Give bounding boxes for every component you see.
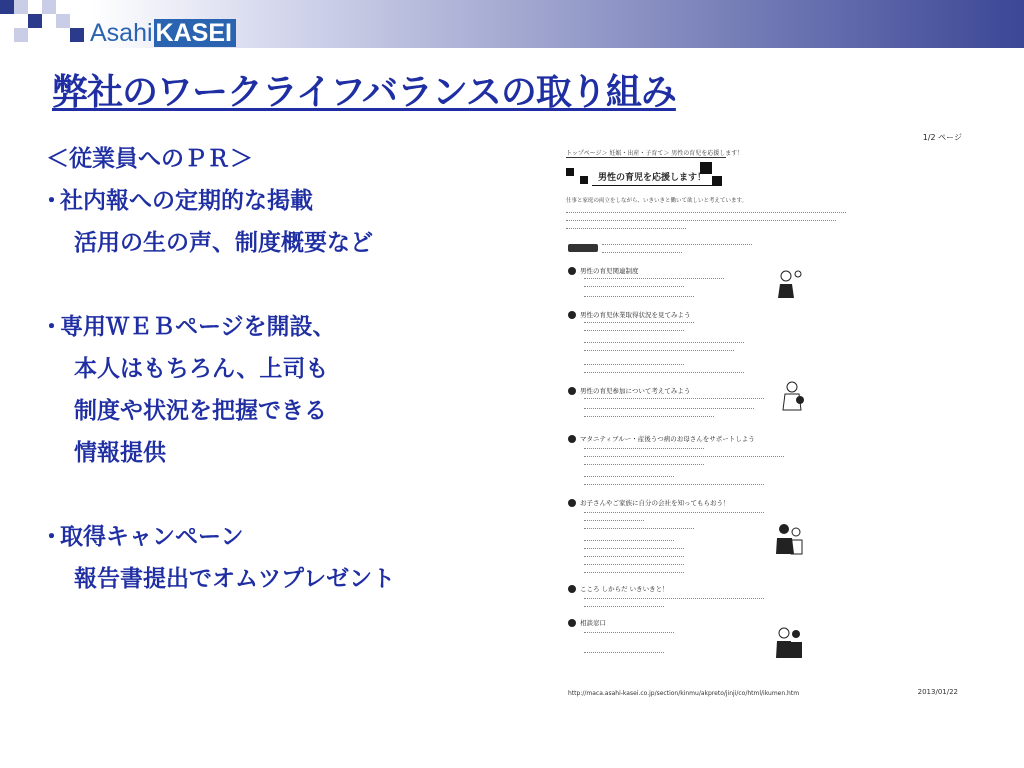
web-page-screenshot bbox=[562, 132, 964, 702]
body-text-line bbox=[584, 572, 684, 579]
section-title: こころ しからだ いきいきと！ bbox=[580, 585, 669, 593]
body-text-line bbox=[584, 598, 764, 605]
body-text-line bbox=[566, 228, 686, 235]
decor-square bbox=[14, 28, 28, 42]
spacer bbox=[40, 474, 500, 516]
body-text-line bbox=[584, 540, 674, 547]
bullet-subline: 情報提供 bbox=[74, 440, 166, 466]
doc-section bbox=[568, 498, 730, 507]
section-title: マタニティブルー・産後うつ病のお母さんをサポートしよう bbox=[580, 435, 755, 443]
bullet-subline: 報告書提出でオムツプレゼント bbox=[74, 566, 396, 592]
body-text-line bbox=[584, 606, 664, 613]
company-logo bbox=[90, 18, 236, 48]
section-title: 男性の育児関連制度 bbox=[580, 267, 639, 275]
body-text-line bbox=[584, 296, 694, 303]
body-text-line bbox=[584, 372, 744, 379]
body-text-line bbox=[602, 252, 682, 259]
father-child-illustration bbox=[778, 380, 808, 414]
body-text-line bbox=[566, 212, 846, 219]
decor-square bbox=[56, 14, 70, 28]
section-icon bbox=[568, 311, 576, 319]
body-text-line bbox=[584, 548, 684, 555]
logo-kasei-text: KASEI bbox=[154, 19, 236, 47]
bullet-dot: ・ bbox=[40, 188, 63, 214]
section-icon bbox=[568, 585, 576, 593]
body-text-line bbox=[584, 464, 704, 471]
body-text-line bbox=[584, 330, 684, 337]
logo-badge bbox=[568, 244, 598, 252]
body-text-line bbox=[584, 286, 684, 293]
body-text-line bbox=[584, 456, 784, 463]
body-text-line bbox=[584, 416, 714, 423]
bullet-item bbox=[40, 306, 500, 348]
bullet-text: 社内報への定期的な掲載 bbox=[60, 188, 313, 214]
section-icon bbox=[568, 435, 576, 443]
body-text-line bbox=[584, 364, 684, 371]
body-text-line bbox=[584, 632, 674, 639]
divider bbox=[566, 157, 726, 158]
section-title: 男性の育児休業取得状況を見てみよう bbox=[580, 311, 691, 319]
section-title: 相談窓口 bbox=[580, 619, 606, 627]
intro-text: 仕事と家庭の両立をしながら、いきいきと働いて欲しいと考えています。 bbox=[566, 198, 748, 204]
banner-square bbox=[712, 176, 722, 186]
decor-square bbox=[56, 0, 70, 14]
section-title: お子さんやご家族に自分の会社を知ってもらおう！ bbox=[580, 499, 730, 507]
decor-square bbox=[70, 28, 84, 42]
banner bbox=[566, 162, 722, 192]
body-text-line bbox=[566, 220, 836, 227]
bullet-subline: 本人はもちろん、上司も bbox=[74, 356, 329, 382]
breadcrumb: トップページ＞ 妊娠・出産・子育て＞ 男性の育児を応援します！ bbox=[566, 150, 744, 157]
spacer bbox=[40, 264, 500, 306]
body-text-line bbox=[584, 556, 684, 563]
body-text-line bbox=[602, 244, 752, 251]
doc-section bbox=[568, 584, 669, 593]
bullet-text: 専用ＷＥＢページを開設、 bbox=[60, 314, 336, 340]
body-text-line bbox=[584, 350, 734, 357]
bullet-dot: ・ bbox=[40, 314, 63, 340]
body-text-line bbox=[584, 278, 724, 285]
source-url: http://maca.asahi-kasei.co.jp/section/kinmu/akpreto/jinji/co/html/ikumen.htm bbox=[568, 690, 800, 697]
father-child-illustration bbox=[774, 268, 804, 302]
section-title: 男性の育児参加について考えてみよう bbox=[580, 387, 691, 395]
body-text-line bbox=[584, 476, 674, 483]
decor-square bbox=[14, 0, 28, 14]
banner-square bbox=[566, 168, 574, 176]
decor-square bbox=[42, 0, 56, 14]
banner-title: 男性の育児を応援します！ bbox=[592, 168, 712, 186]
body-text-line bbox=[584, 564, 684, 571]
bullet-item bbox=[40, 516, 500, 558]
print-date: 2013/01/22 bbox=[917, 688, 958, 696]
bullet-subline: 活用の生の声、制度概要など bbox=[74, 230, 373, 256]
section-icon bbox=[568, 619, 576, 627]
family-illustration bbox=[774, 626, 804, 660]
section-icon bbox=[568, 387, 576, 395]
page-title: 弊社のワークライフバランスの取り組み bbox=[52, 72, 676, 113]
section-icon bbox=[568, 499, 576, 507]
banner-square bbox=[580, 176, 588, 184]
body-text-line bbox=[584, 528, 694, 535]
decor-square bbox=[0, 0, 14, 14]
body-text-line bbox=[584, 520, 644, 527]
decor-square bbox=[28, 14, 42, 28]
body-text-line bbox=[584, 322, 694, 329]
bullet-list bbox=[40, 138, 500, 600]
doc-section bbox=[568, 618, 606, 627]
doc-section bbox=[568, 310, 691, 319]
page-number: 1/2 ページ bbox=[922, 133, 962, 142]
body-text-line bbox=[584, 342, 744, 349]
doc-section bbox=[568, 386, 690, 395]
body-text-line bbox=[584, 398, 764, 405]
logo-asahi-text: Asahi bbox=[90, 19, 153, 47]
doc-section bbox=[568, 266, 639, 275]
family-illustration bbox=[774, 522, 804, 556]
bullet-text: 取得キャンペーン bbox=[60, 524, 244, 550]
body-text-line bbox=[584, 484, 764, 491]
bullet-dot: ・ bbox=[40, 524, 63, 550]
bullet-subline: 制度や状況を把握できる bbox=[74, 398, 327, 424]
section-heading: ＜従業員へのＰＲ＞ bbox=[46, 146, 253, 172]
doc-section bbox=[568, 434, 755, 443]
section-icon bbox=[568, 267, 576, 275]
body-text-line bbox=[584, 652, 664, 659]
body-text-line bbox=[584, 512, 764, 519]
bullet-item bbox=[40, 180, 500, 222]
body-text-line bbox=[584, 408, 754, 415]
body-text-line bbox=[584, 448, 704, 455]
